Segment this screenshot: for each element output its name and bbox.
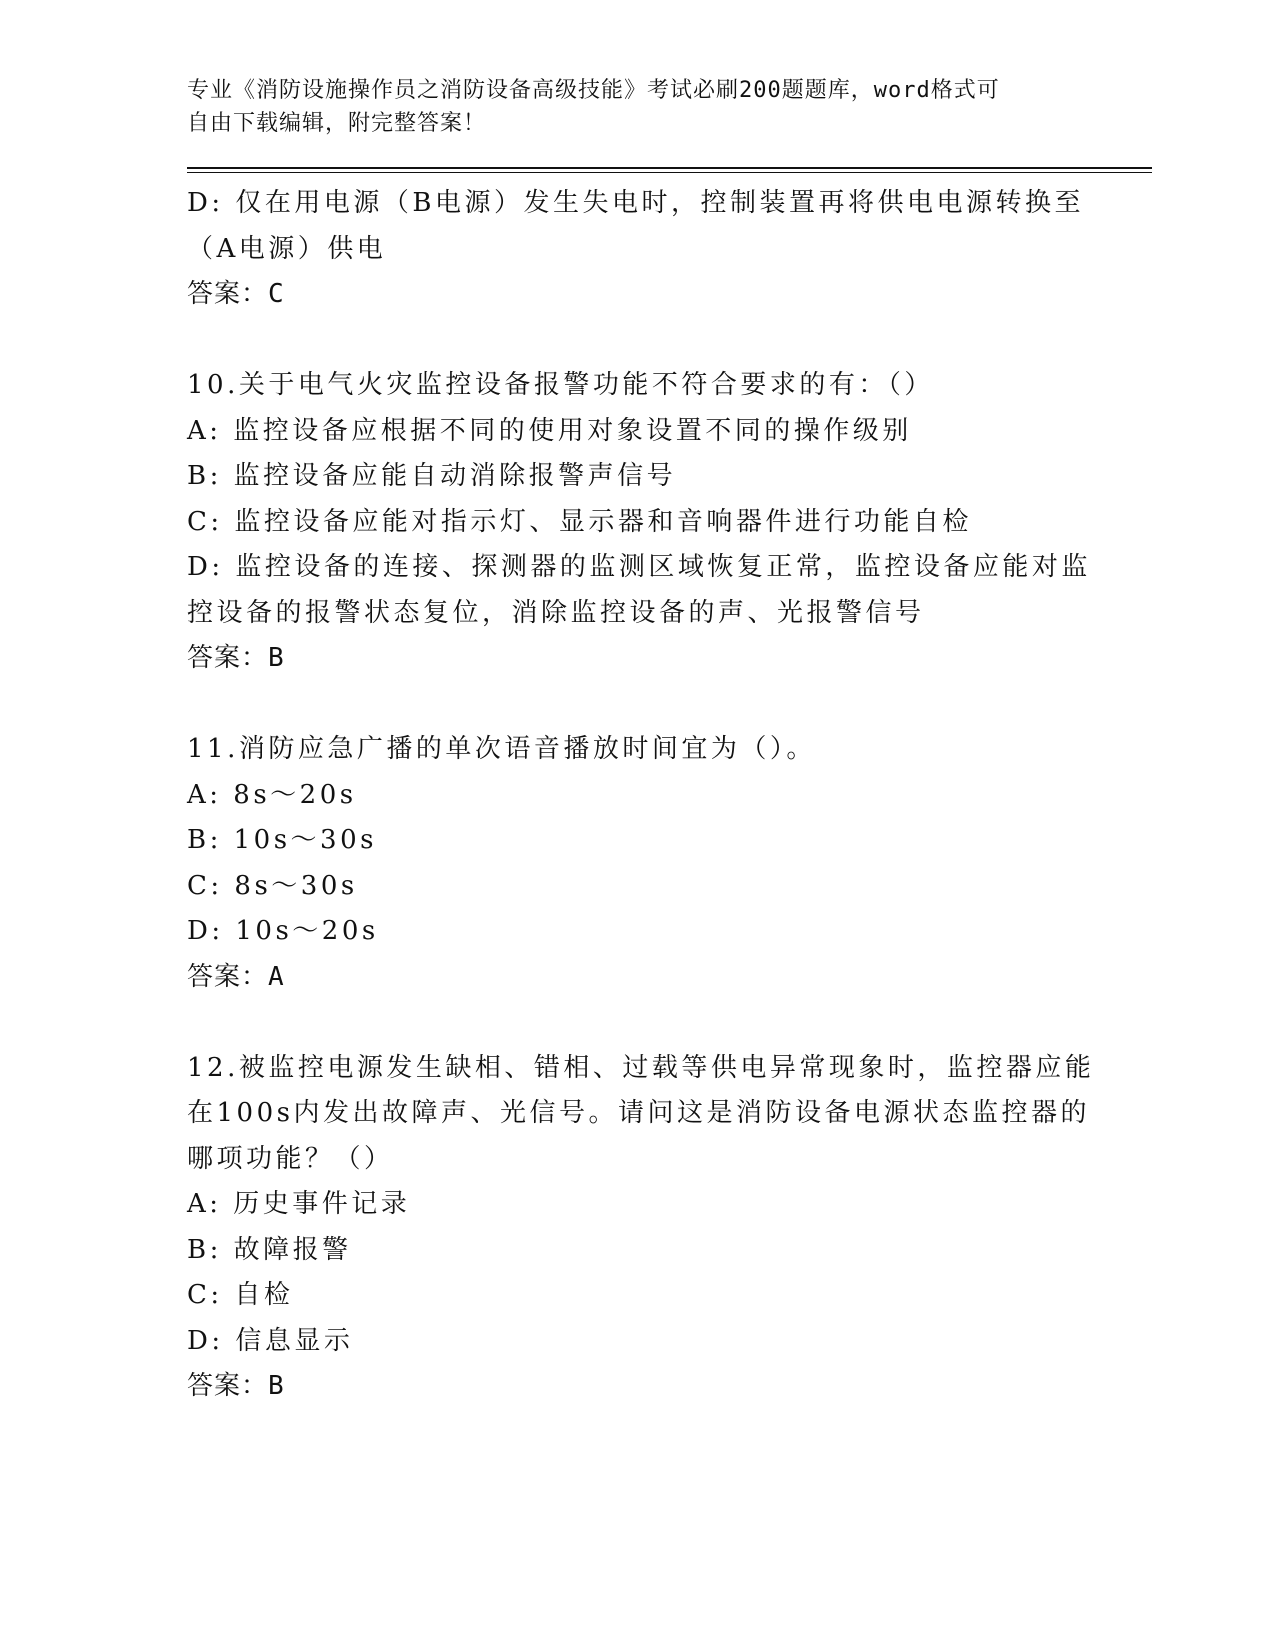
question-option: A: 历史事件记录	[187, 1189, 411, 1219]
spacer	[187, 318, 1152, 364]
carry-over-option-d-line-2: （A电源）供电	[187, 233, 387, 264]
document-page	[187, 74, 1152, 1410]
header-line-2: 自由下载编辑，附完整答案！	[187, 111, 487, 136]
question-answer: 答案：B	[187, 643, 285, 673]
header-rule-thick	[187, 167, 1152, 169]
question-stem-continuation: 哪项功能？（）	[187, 1143, 394, 1174]
question-option: B: 10s～30s	[187, 825, 377, 855]
header-rule-thin	[187, 172, 1152, 173]
spacer	[187, 1000, 1152, 1046]
question-stem: 10.关于电气火灾监控设备报警功能不符合要求的有：（）	[187, 370, 934, 400]
question-block	[187, 727, 1152, 1000]
question-option: C: 监控设备应能对指示灯、显示器和音响器件进行功能自检	[187, 506, 972, 537]
question-option: B: 故障报警	[187, 1234, 352, 1265]
question-block	[187, 1046, 1152, 1410]
question-option: C: 自检	[187, 1280, 294, 1310]
question-answer: 答案：B	[187, 1371, 285, 1401]
page-header	[187, 74, 1067, 140]
carry-over-answer: 答案：C	[187, 279, 285, 309]
spacer	[187, 682, 1152, 728]
carry-over-option-d-line-1: D: 仅在用电源（B电源）发生失电时，控制装置再将供电电源转换至	[187, 188, 1084, 218]
question-option: C: 8s～30s	[187, 870, 358, 901]
question-stem: 12.被监控电源发生缺相、错相、过载等供电异常现象时，监控器应能	[187, 1052, 1095, 1083]
question-option-continuation: 控设备的报警状态复位，消除监控设备的声、光报警信号	[187, 597, 925, 628]
question-option: A: 监控设备应根据不同的使用对象设置不同的操作级别	[187, 415, 912, 446]
question-stem: 11.消防应急广播的单次语音播放时间宜为（）。	[187, 734, 816, 764]
question-option: B: 监控设备应能自动消除报警声信号	[187, 461, 677, 491]
question-content	[187, 181, 1152, 1410]
header-line-1: 专业《消防设施操作员之消防设备高级技能》考试必刷200题题库，word格式可	[187, 78, 1000, 103]
question-stem-continuation: 在100s内发出故障声、光信号。请问这是消防设备电源状态监控器的	[187, 1098, 1090, 1128]
question-option: A: 8s～20s	[187, 779, 357, 810]
question-block	[187, 363, 1152, 682]
question-option: D: 监控设备的连接、探测器的监测区域恢复正常，监控设备应能对监	[187, 552, 1091, 582]
question-option: D: 信息显示	[187, 1325, 354, 1356]
question-answer: 答案：A	[187, 961, 285, 992]
question-option: D: 10s～20s	[187, 916, 379, 946]
